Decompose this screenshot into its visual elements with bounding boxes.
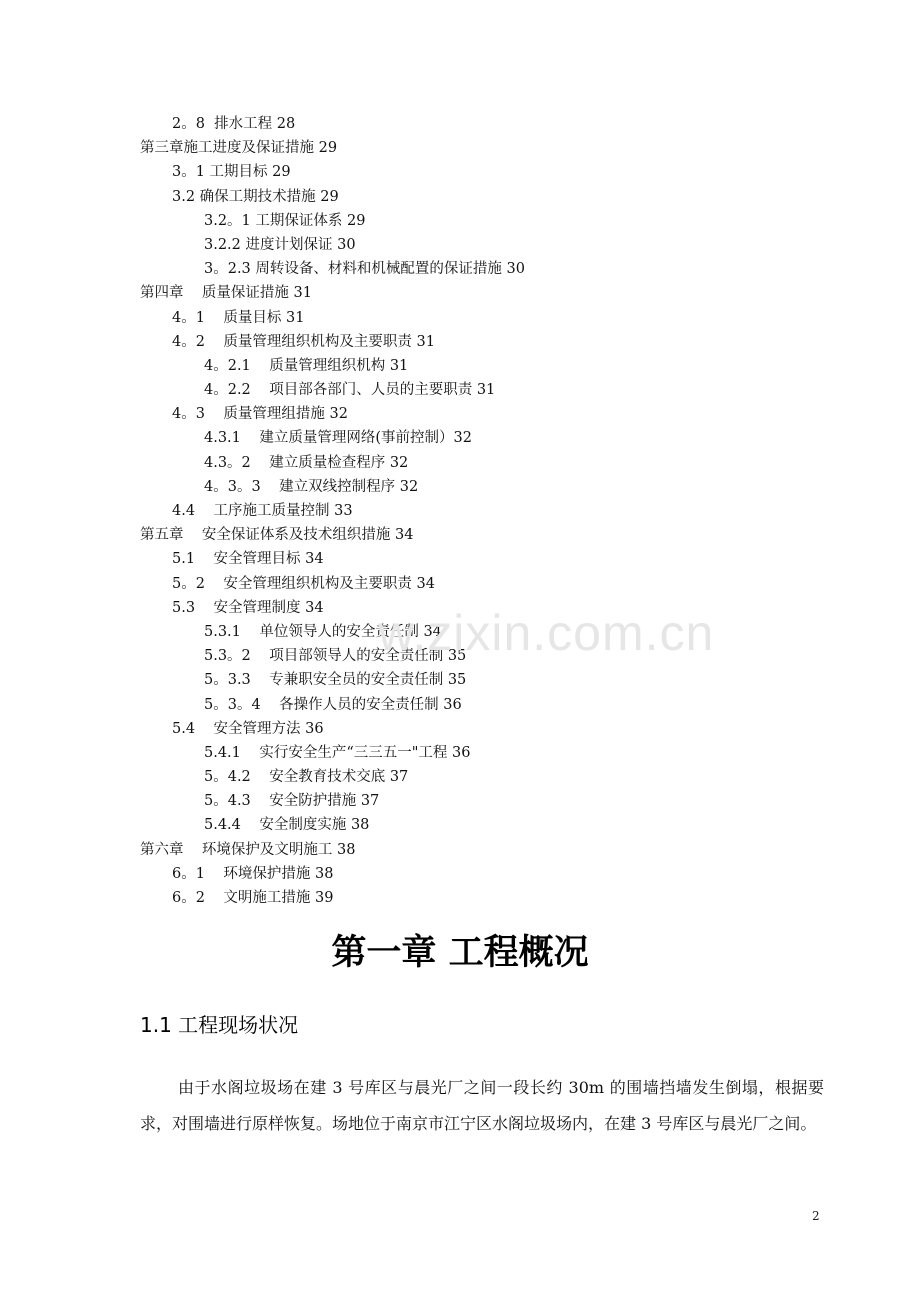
toc-entry[interactable]: 3。1 工期目标 29 bbox=[172, 164, 291, 181]
toc-entry[interactable]: 4.3。2 建立质量检查程序 32 bbox=[204, 454, 409, 471]
toc-entry[interactable]: 5.3。2 项目部领导人的安全责任制 35 bbox=[204, 648, 467, 665]
toc-entry[interactable]: 3.2.2 进度计划保证 30 bbox=[204, 236, 356, 253]
table-of-contents bbox=[0, 112, 920, 910]
toc-entry[interactable]: 4.3.1 建立质量管理网络(事前控制）32 bbox=[204, 430, 472, 447]
toc-entry[interactable]: 4。2.1 质量管理组织机构 31 bbox=[204, 357, 409, 374]
toc-entry[interactable]: 5.4.1 实行安全生产“三三五一"工程 36 bbox=[204, 744, 471, 761]
toc-entry[interactable]: 第四章 质量保证措施 31 bbox=[140, 285, 312, 302]
chapter-title: 第一章 工程概况 bbox=[331, 933, 589, 973]
toc-entry[interactable]: 第三章施工进度及保证措施 29 bbox=[140, 140, 338, 157]
toc-entry[interactable]: 4。2 质量管理组织机构及主要职责 31 bbox=[172, 333, 435, 350]
toc-entry[interactable]: 5.3 安全管理制度 34 bbox=[172, 599, 324, 616]
toc-entry[interactable]: 4。2.2 项目部各部门、人员的主要职责 31 bbox=[204, 382, 496, 399]
toc-entry[interactable]: 第五章 安全保证体系及技术组织措施 34 bbox=[140, 527, 414, 544]
watermark: w.zixin.com.cn bbox=[378, 605, 715, 661]
section-title: 1.1 工程现场状况 bbox=[140, 1013, 299, 1037]
toc-entry[interactable]: 4.4 工序施工质量控制 33 bbox=[172, 503, 353, 519]
toc-entry[interactable]: 6。1 环境保护措施 38 bbox=[172, 865, 334, 882]
toc-entry[interactable]: 6。2 文明施工措施 39 bbox=[172, 890, 334, 906]
toc-entry[interactable]: 3。2.3 周转设备、材料和机械配置的保证措施 30 bbox=[204, 261, 525, 278]
toc-entry[interactable]: 4。1 质量目标 31 bbox=[172, 309, 305, 326]
toc-entry[interactable]: 5。3。4 各操作人员的安全责任制 36 bbox=[204, 696, 462, 713]
toc-entry[interactable]: 3.2。1 工期保证体系 29 bbox=[204, 212, 366, 229]
toc-entry[interactable]: 2。8 排水工程 28 bbox=[172, 116, 296, 132]
toc-entry[interactable]: 5。4.3 安全防护措施 37 bbox=[204, 793, 380, 810]
toc-entry[interactable]: 4。3。3 建立双线控制程序 32 bbox=[204, 478, 419, 495]
toc-entry[interactable]: 5.4.4 安全制度实施 38 bbox=[204, 817, 370, 834]
toc-entry[interactable]: 5.3.1 单位领导人的安全责任制 34 bbox=[204, 623, 442, 640]
toc-entry[interactable]: 4。3 质量管理组措施 32 bbox=[172, 406, 348, 423]
toc-entry[interactable]: 3.2 确保工期技术措施 29 bbox=[172, 188, 339, 205]
toc-entry[interactable]: 5。4.2 安全教育技术交底 37 bbox=[204, 769, 409, 786]
toc-entry[interactable]: 5.4 安全管理方法 36 bbox=[172, 720, 324, 737]
page-number: 2 bbox=[812, 1209, 820, 1223]
toc-entry[interactable]: 5.1 安全管理目标 34 bbox=[172, 551, 324, 568]
toc-entry[interactable]: 5。3.3 专兼职安全员的安全责任制 35 bbox=[204, 672, 467, 689]
body-paragraph: 由于水阁垃圾场在建 3 号库区与晨光厂之间一段长约 30m 的围墙挡墙发生倒塌，根据要求，对围墙进行原样恢复。场地位于南京市江宁区水阁垃圾场内，在建 3 号库区与晨光厂之间。 bbox=[140, 1078, 824, 1133]
toc-entry[interactable]: 第六章 环境保护及文明施工 38 bbox=[140, 841, 356, 858]
toc-entry[interactable]: 5。2 安全管理组织机构及主要职责 34 bbox=[172, 575, 435, 592]
